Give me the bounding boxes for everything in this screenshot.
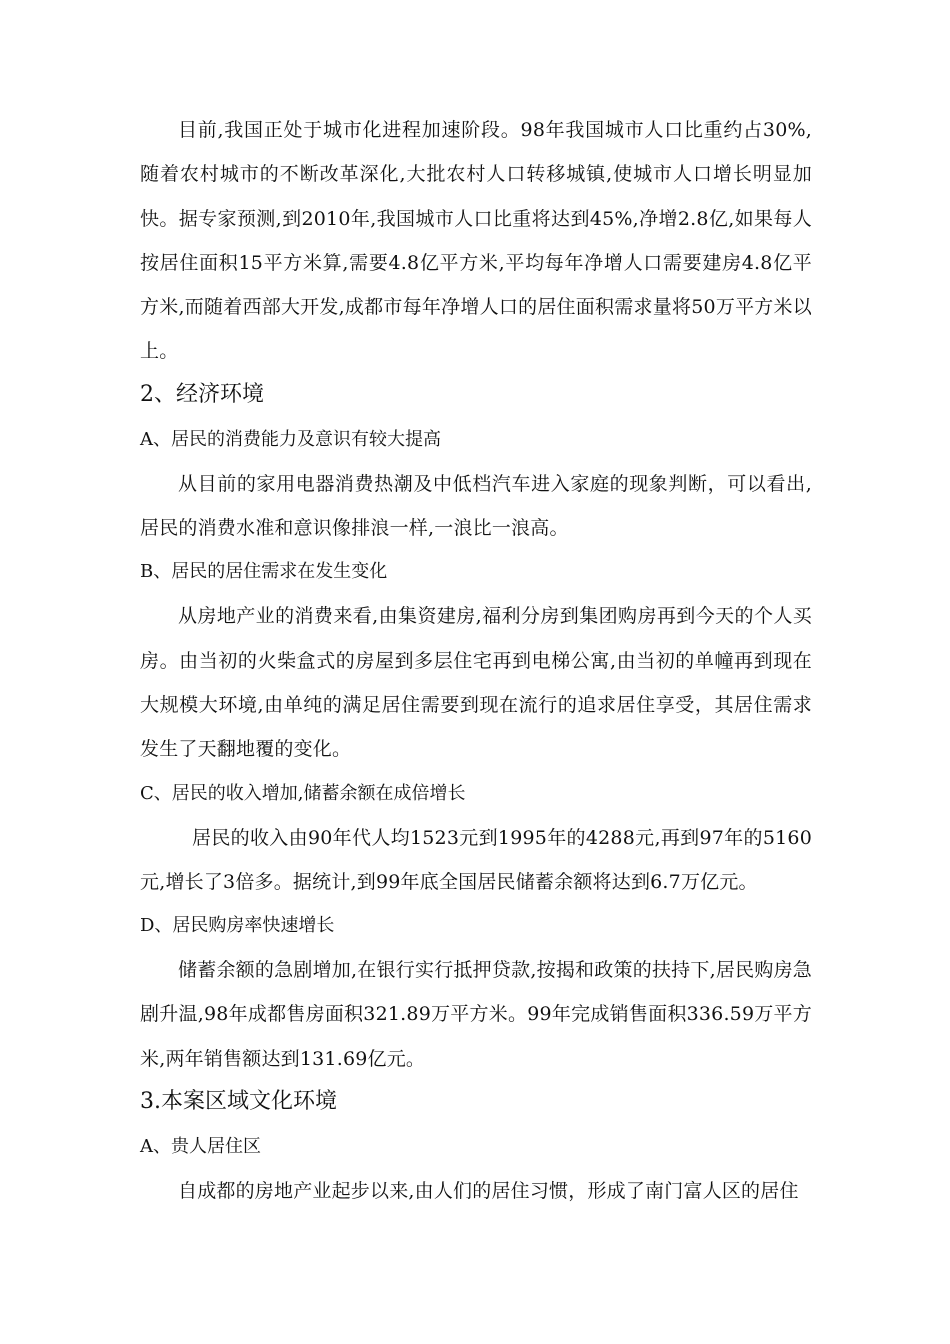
subsection-d-title: D、居民购房率快速增长 xyxy=(140,915,335,937)
section-3-heading: 3.本案区域文化环境 xyxy=(140,1089,337,1115)
subsection-a-text: 从目前的家用电器消费热潮及中低档汽车进入家庭的现象判断，可以看出,居民的消费水准和意识像排浪一样,一浪比一浪高。 xyxy=(140,472,812,540)
subsection-c-title: C、居民的收入增加,储蓄余额在成倍增长 xyxy=(140,782,466,804)
subsection-b-text: 从房地产业的消费来看,由集资建房,福利分房到集团购房再到今天的个人买房。由当初的火柴盒式的房屋到多层住宅再到电梯公寓,由当初的单幢再到现在大规模大环境,由单纯的满足居住需要到现在流行的追求居住享受，其居住需求发生了天翻地覆的变化。 xyxy=(140,605,812,761)
subsection-c-text: 居民的收入由90年代人均1523元到1995年的4288元,再到97年的5160元,增长了3倍多。据统计,到99年底全国居民储蓄余额将达到6.7万亿元。 xyxy=(140,826,812,893)
document-page xyxy=(140,108,812,1213)
section-3-subsection-a-text: 自成都的房地产业起步以来,由人们的居住习惯，形成了南门富人区的居住 xyxy=(178,1180,799,1203)
section-2-heading: 2、经济环境 xyxy=(140,381,264,407)
subsection-a-title: A、居民的消费能力及意识有较大提高 xyxy=(140,428,441,450)
subsection-b-title: B、居民的居住需求在发生变化 xyxy=(140,561,388,583)
section-3-subsection-a-title: A、贵人居住区 xyxy=(140,1136,261,1158)
subsection-d-text: 储蓄余额的急剧增加,在银行实行抵押贷款,按揭和政策的扶持下,居民购房急剧升温,98年成都售房面积321.89万平方米。99年完成销售面积336.59万平方米,两年销售额达到131.69亿元。 xyxy=(140,959,812,1070)
intro-paragraph: 目前,我国正处于城市化进程加速阶段。98年我国城市人口比重约占30%,随着农村城市的不断改革深化,大批农村人口转移城镇,使城市人口增长明显加快。据专家预测,到2010年,我国城市人口比重将达到45%,净增2.8亿,如果每人按居住面积15平方米算,需要4.8亿平方米,平均每年净增人口需要建房4.8亿平方米,而随着西部大开发,成都市每年净增人口的居住面积需求量将50万平方米以上。 xyxy=(140,119,812,363)
